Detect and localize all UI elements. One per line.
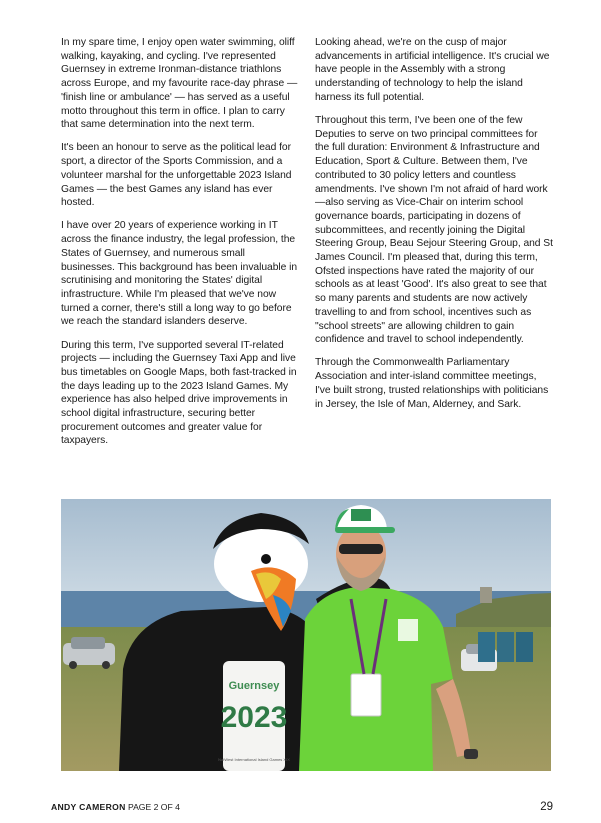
page-of-label: PAGE 2 OF 4 [127,802,180,812]
paragraph: Through the Commonwealth Parliamentary Association and inter-island committee meetings, I've built strong, trusted relationships with politicians in Jersey, the Isle of Man, Alderney, and Sark. [315,357,549,410]
footer-left [51,802,180,812]
left-column [61,36,301,458]
paragraph: It's been an honour to serve as the political lead for sport, a director of the Sports Commission, and a volunteer marshal for the unforgettable 2023 Island Games — the best Games any island has ever hosted. [61,142,292,209]
tower [480,587,492,603]
photo-candidate-with-puffin-mascot [61,499,551,771]
page-footer [51,800,553,814]
page-number: 29 [540,801,553,813]
candidate-name: ANDY CAMERON [51,802,126,812]
portable-toilets [478,632,533,662]
mascot-shirt-year: 2023 [220,701,288,734]
right-column [315,36,553,421]
paragraph: Throughout this term, I've been one of the few Deputies to serve on two principal committees for the full duration: Environment & Infrastructure and Education, Sport & Culture. Between them, I've contributed to 30 policy letters and countless amendments. I've shown I'm not afraid of hard work—also serving as Vice-Chair on interim school governance boards, participating in dozens of subcommittees, and recently joining the Digital Steering Group, Beau Sejour Steering Group, and St James Council. I'm pleased that, during this term, Ofsted inspections have rated the majority of our schools as at least 'Good'. It's also great to see that so many parents and students are now actively travelling to and from school, incentives such as "school streets" are allowing children to gain confidence and travel to school independently. [315,115,553,346]
paragraph: During this term, I've supported several IT-related projects — including the Guernsey Taxi App and live bus timetables on Google Maps, both fast-tracked in the days leading up to the 2023 Island Games. My experience has also helped drive improvements in school digital infrastructure, securing better procurement outcomes and greater value for taxpayers. [61,339,297,447]
paragraph: Looking ahead, we're on the cusp of major advancements in artificial intelligence. It's crucial we have people in the Assembly with a strong understanding of technology to help the island harness its full potential. [315,37,550,103]
paragraph: In my spare time, I enjoy open water swimming, oliff walking, kayaking, and cycling. I've represented Guernsey in extreme Ironman-distance triathlons across Europe, and my favourite race-day phrase — 'finish line or ambulance' — has served as a useful motto throughout this term in office. I plan to carry that same determination into the next term. [61,37,298,131]
sky [61,499,551,594]
mascot-shirt-caption: NatWest International Island Games XIX [218,757,290,762]
mascot-shirt-brand: Guernsey [228,680,280,692]
paragraph: I have over 20 years of experience working in IT across the finance industry, the legal profession, the States of Guernsey, and numerous small businesses. This background has been invaluable in scrutinising and monitoring the States' digital infrastructure. While I'm pleased that we've now turned a corner, there's still a long way to go before we reach the standard islanders deserve. [61,220,298,328]
